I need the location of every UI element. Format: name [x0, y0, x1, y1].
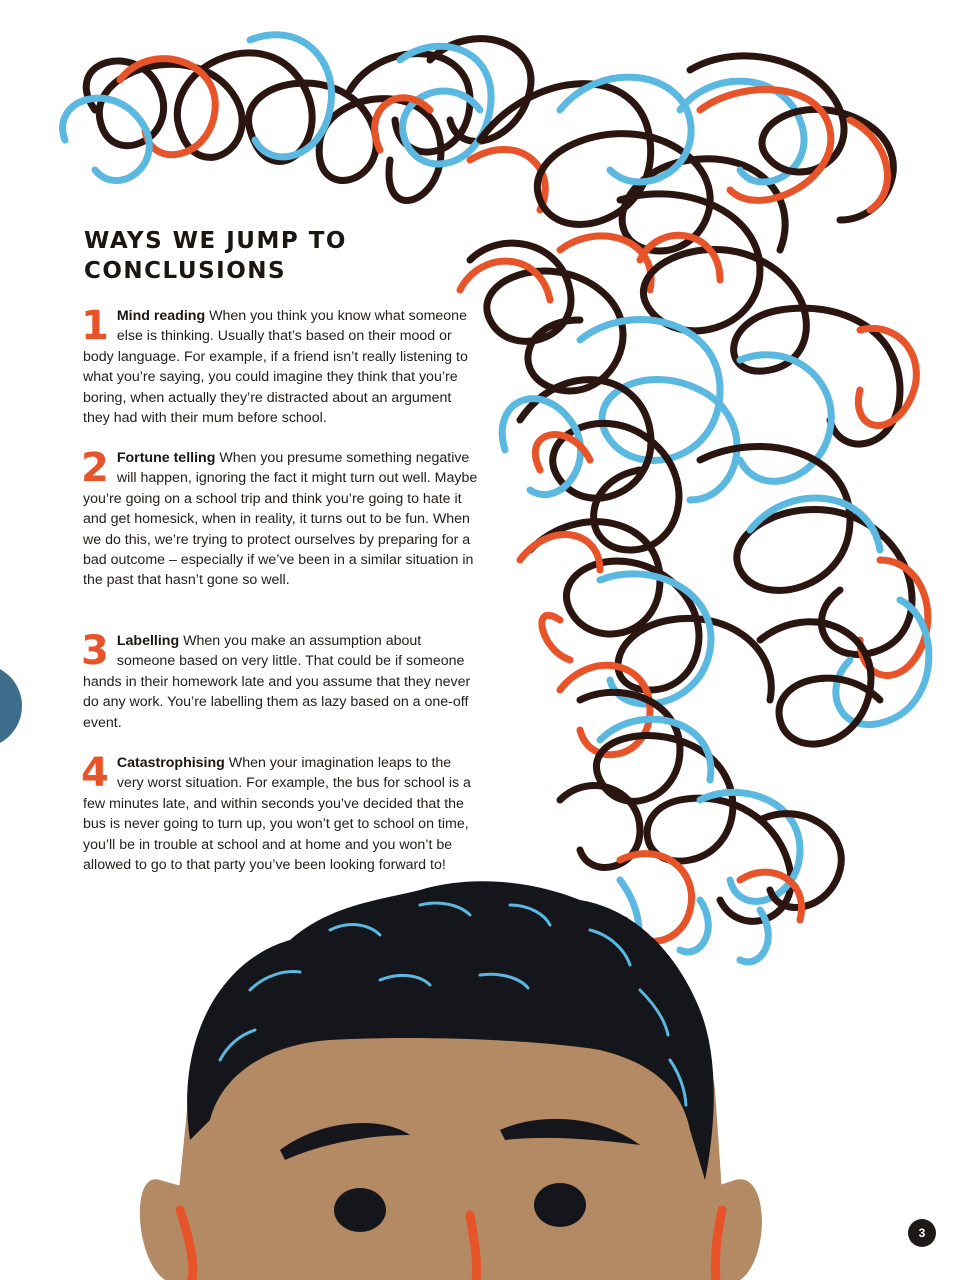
item-term: Mind reading [116, 308, 206, 324]
item-term: Fortune telling [116, 450, 216, 466]
item-text: When your imagination leaps to the very worst situation. For example, the bus for school is a few minutes late, and within seconds you’ve decided that the bus is never going to turn up, you won’t get to school on time, you’ll be in trouble at school and at home and you won’t be allowed to go to that party you’ve been looking forward to! [83, 755, 471, 874]
left-eye [334, 1188, 386, 1232]
item-number: 3 [81, 628, 109, 674]
item-text: When you presume something negative will happen, ignoring the fact it might turn out well. Maybe you’re going on a school trip and think you’re going to hate it and get homesick, when in reality, it turns out to be fun. When we do this, we’re trying to protect ourselves by preparing for a bad outcome – especially if we’ve been in a similar situation in the past that hasn’t gone so well. [83, 450, 478, 589]
item-number: 2 [81, 445, 109, 491]
item-term: Labelling [116, 633, 180, 649]
item-term: Catastrophising [116, 755, 225, 771]
blue-circle-decoration [0, 664, 22, 748]
item-text: When you make an assumption about someone based on very little. That could be if someone hands in their homework late and you assume that they never do any work. You’re labelling them as lazy based on a one-off event. [83, 633, 471, 731]
page-title: WAYS WE JUMP TO CONCLUSIONS [84, 228, 347, 284]
list-item-fortune-telling [81, 445, 481, 591]
list-item-mind-reading [81, 303, 481, 428]
right-eye [534, 1183, 586, 1227]
list-item-labelling [81, 628, 481, 733]
item-number: 1 [81, 303, 109, 349]
page-number-badge: 3 [908, 1219, 936, 1247]
item-text: When you think you know what someone else is thinking. Usually that’s based on their mood or body language. For example, if a friend isn’t really listening to what you’re saying, you could imagine they think that you’re boring, when actually they’re distracted about an argument they had with their mum before school. [83, 308, 468, 427]
list-item-catastrophising [81, 750, 481, 875]
item-number: 4 [81, 750, 109, 796]
